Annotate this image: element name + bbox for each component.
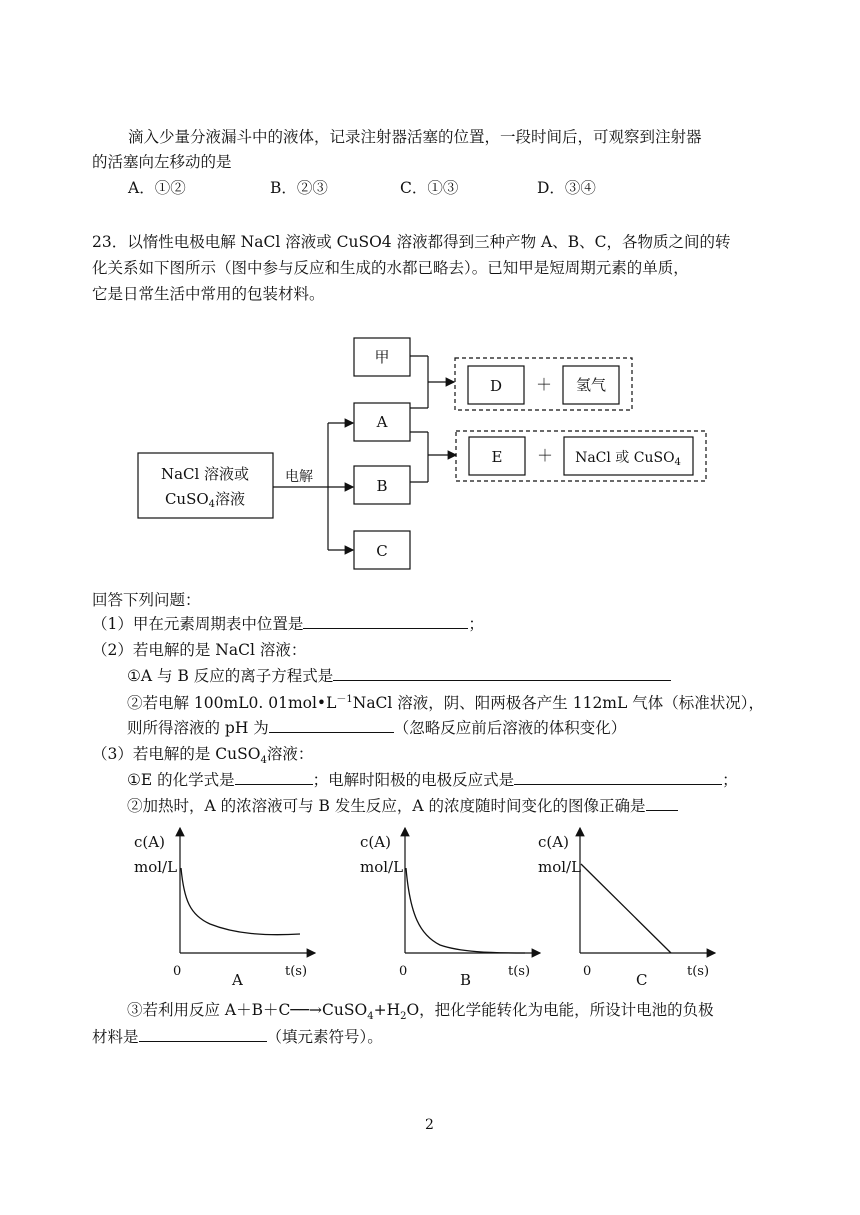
part3-1-text-b: ；电解时阳极的电极反应式是 xyxy=(312,771,515,789)
graph-c-label: C xyxy=(636,971,648,989)
plus-2: ＋ xyxy=(536,446,554,465)
part3-2-text: ②加热时，A 的浓溶液可与 B 发生反应，A 的浓度随时间变化的图像正确是 xyxy=(127,797,646,815)
q22-option-b: B．②③ xyxy=(270,179,328,197)
part2-2-line xyxy=(127,690,764,713)
part1-blank[interactable] xyxy=(303,614,468,629)
part3-3-sub: 4 xyxy=(367,1011,374,1023)
part3-2-blank[interactable] xyxy=(646,796,678,811)
box-b-label: B xyxy=(376,477,388,495)
part3-4-line xyxy=(92,1025,383,1047)
part3-1-blank-formula[interactable] xyxy=(235,770,313,785)
page-number: 2 xyxy=(425,1117,434,1133)
box-c-label: C xyxy=(376,542,388,560)
part3-1-blank-equation[interactable] xyxy=(514,770,722,785)
part3-3-text-c: O，把化学能转化为电能，所设计电池的负极 xyxy=(406,1001,714,1019)
graph-c-xlabel: t(s) xyxy=(687,964,710,979)
part2-2-text-a: ②若电解 100mL0. 01mol•L xyxy=(127,694,337,713)
reaction-flow-diagram xyxy=(0,0,860,600)
part2-3-line xyxy=(127,716,626,738)
source-line2: CuSO$_4$溶液 xyxy=(164,490,246,510)
graph-c-origin: 0 xyxy=(583,964,592,979)
part2-3-blank[interactable] xyxy=(269,718,394,733)
graph-b-ylabel2: mol/L xyxy=(360,858,404,876)
box-nacl-cuso4-label: NaCl 或 CuSO$_4$ xyxy=(575,450,681,468)
plus-1: ＋ xyxy=(535,375,553,394)
graph-b xyxy=(360,828,540,989)
box-e-label: E xyxy=(491,448,503,466)
part2-1-blank[interactable] xyxy=(333,666,671,681)
part3-header-tail: 溶液： xyxy=(266,745,314,763)
graph-c-line xyxy=(581,864,671,953)
part2-3-text-a: 则所得溶液的 pH 为 xyxy=(127,719,269,737)
electrolysis-label: 电解 xyxy=(285,469,313,485)
graph-a-xlabel: t(s) xyxy=(285,964,308,979)
graph-a-origin: 0 xyxy=(173,964,182,979)
q22-option-d: D．③④ xyxy=(537,179,596,197)
part1-prefix: （1）甲在元素周期表中位置是 xyxy=(92,615,304,633)
box-a-label: A xyxy=(376,413,388,431)
part3-1-text-a: ①E 的化学式是 xyxy=(127,771,235,789)
box-hydrogen-label: 氢气 xyxy=(575,376,607,394)
part3-header-text: （3）若电解的是 CuSO xyxy=(92,745,261,763)
q23-intro-line3: 它是日常生活中常用的包装材料。 xyxy=(92,285,325,303)
part3-4-text-a: 材料是 xyxy=(92,1028,139,1046)
source-line1: NaCl 溶液或 xyxy=(160,465,250,483)
part1-line xyxy=(92,612,484,634)
concentration-graphs xyxy=(0,820,860,990)
part3-header xyxy=(92,742,313,766)
part3-2-line xyxy=(127,794,678,816)
part3-3-sub2: 2 xyxy=(400,1011,407,1023)
graph-c xyxy=(538,828,715,989)
q22-text-line2: 的活塞向左移动的是 xyxy=(92,153,232,171)
part2-3-text-b: （忽略反应前后溶液的体积变化） xyxy=(393,719,627,737)
part3-3-text-b: +H xyxy=(373,1001,401,1019)
part3-3-line xyxy=(127,998,714,1022)
part3-1-text-c: ； xyxy=(722,771,738,789)
answer-header: 回答下列问题： xyxy=(92,591,201,609)
graph-b-origin: 0 xyxy=(399,964,408,979)
graph-b-label: B xyxy=(460,971,472,989)
source-solution-box xyxy=(138,453,273,518)
part1-suffix: ； xyxy=(468,615,484,633)
part2-1-line xyxy=(127,664,671,686)
q23-intro-line1: 23．以惰性电极电解 NaCl 溶液或 CuSO4 溶液都得到三种产物 A、B、C，各物质之间的转 xyxy=(92,233,731,251)
graph-b-curve xyxy=(406,868,525,953)
graph-b-ylabel1: c(A) xyxy=(360,833,391,851)
graph-a-ylabel1: c(A) xyxy=(134,833,165,851)
q22-option-c: C．①③ xyxy=(400,179,459,197)
graph-a-label: A xyxy=(232,971,243,989)
graph-a xyxy=(134,828,315,989)
part3-4-text-b: （填元素符号）。 xyxy=(266,1028,383,1046)
part2-2-sup: －1 xyxy=(336,694,353,705)
part3-header-sub: 4 xyxy=(260,755,267,767)
part3-4-blank[interactable] xyxy=(139,1027,267,1042)
graph-a-ylabel2: mol/L xyxy=(134,858,178,876)
q23-intro-line2: 化关系如下图所示（图中参与反应和生成的水都已略去）。已知甲是短周期元素的单质， xyxy=(92,259,689,277)
part2-2-text-b: NaCl 溶液，阴、阳两极各产生 112mL 气体（标准状况）， xyxy=(352,694,764,713)
box-jia-label: 甲 xyxy=(374,348,390,366)
box-d-label: D xyxy=(489,377,503,395)
part2-1-text: ①A 与 B 反应的离子方程式是 xyxy=(127,667,334,685)
graph-a-curve xyxy=(181,868,300,935)
part2-header: （2）若电解的是 NaCl 溶液： xyxy=(92,641,307,659)
q22-text-line1: 滴入少量分液漏斗中的液体，记录注射器活塞的位置，一段时间后，可观察到注射器 xyxy=(128,128,702,146)
q22-option-a: A．①② xyxy=(128,179,186,197)
part3-1-line xyxy=(127,768,738,790)
graph-b-xlabel: t(s) xyxy=(508,964,531,979)
part3-3-text-a: ③若利用反应 A＋B＋C──→CuSO xyxy=(127,1001,368,1019)
graph-c-ylabel1: c(A) xyxy=(538,833,569,851)
graph-c-ylabel2: mol/L xyxy=(538,858,582,876)
